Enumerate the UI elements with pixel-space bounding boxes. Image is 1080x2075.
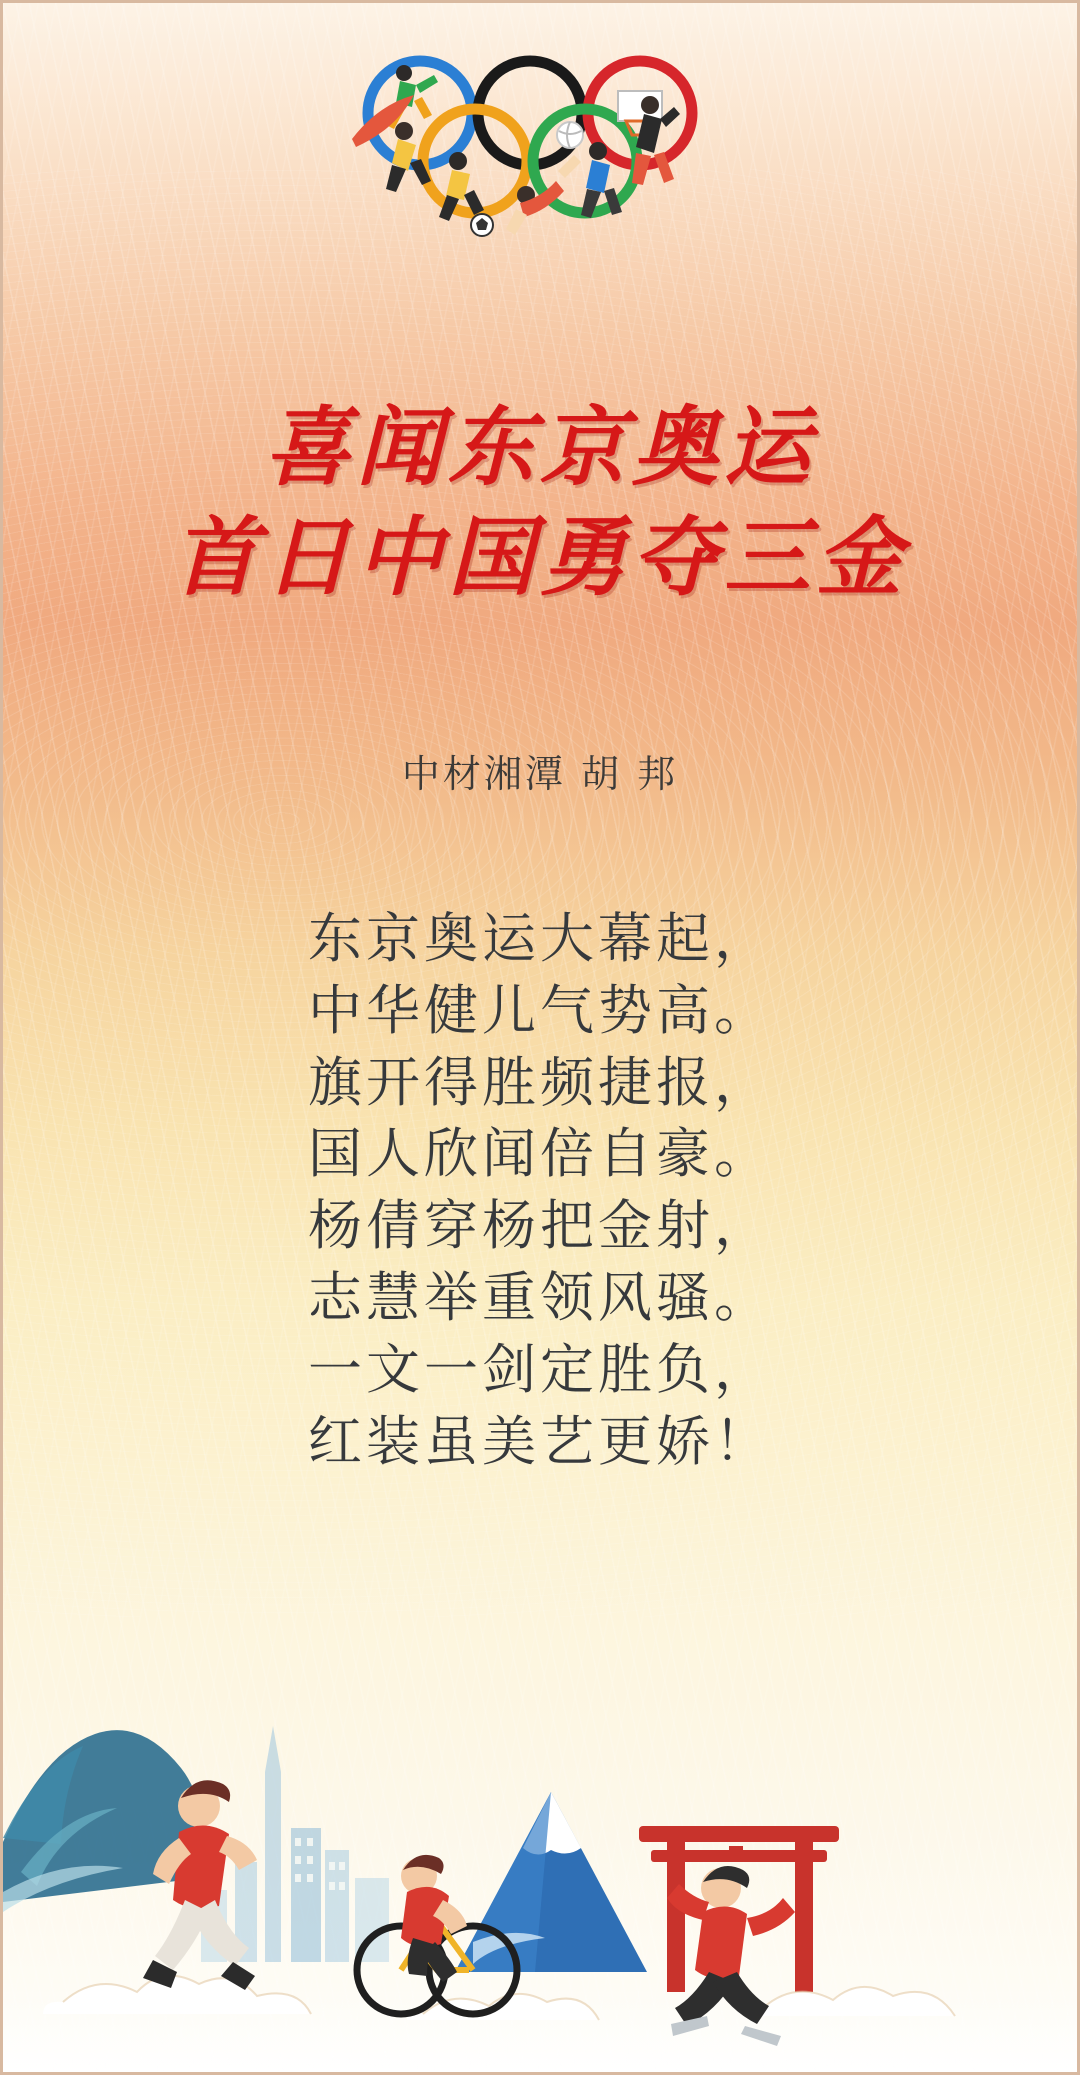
bottom-illustration	[3, 1642, 1080, 2072]
athlete-footballer	[439, 152, 493, 236]
poem-line: 志慧举重领风骚。	[308, 1266, 772, 1330]
poem-body	[3, 903, 1077, 1478]
blue-mountain-decoration	[3, 1730, 204, 1912]
poem-line: 杨倩穿杨把金射，	[308, 1194, 772, 1258]
mount-fuji	[455, 1792, 647, 1972]
poem-line: 旗开得胜频捷报，	[308, 1050, 772, 1114]
olympic-rings-illustration	[330, 43, 750, 273]
athlete-skater	[667, 1866, 795, 2046]
poem-line: 一文一剑定胜负，	[308, 1337, 772, 1401]
poem-line: 中华健儿气势高。	[308, 978, 772, 1042]
cloud-decoration	[43, 1976, 955, 2020]
title-line-2: 首日中国勇夺三金	[172, 507, 908, 609]
poem-line: 红装虽美艺更娇！	[308, 1409, 772, 1473]
poem-line: 东京奥运大幕起，	[308, 907, 772, 970]
poem-line: 国人欣闻倍自豪。	[308, 1122, 772, 1186]
poster-title	[3, 393, 1077, 613]
title-line-1: 喜闻东京奥运	[264, 397, 816, 498]
author-byline: 中材湘潭 胡 邦	[401, 752, 679, 796]
